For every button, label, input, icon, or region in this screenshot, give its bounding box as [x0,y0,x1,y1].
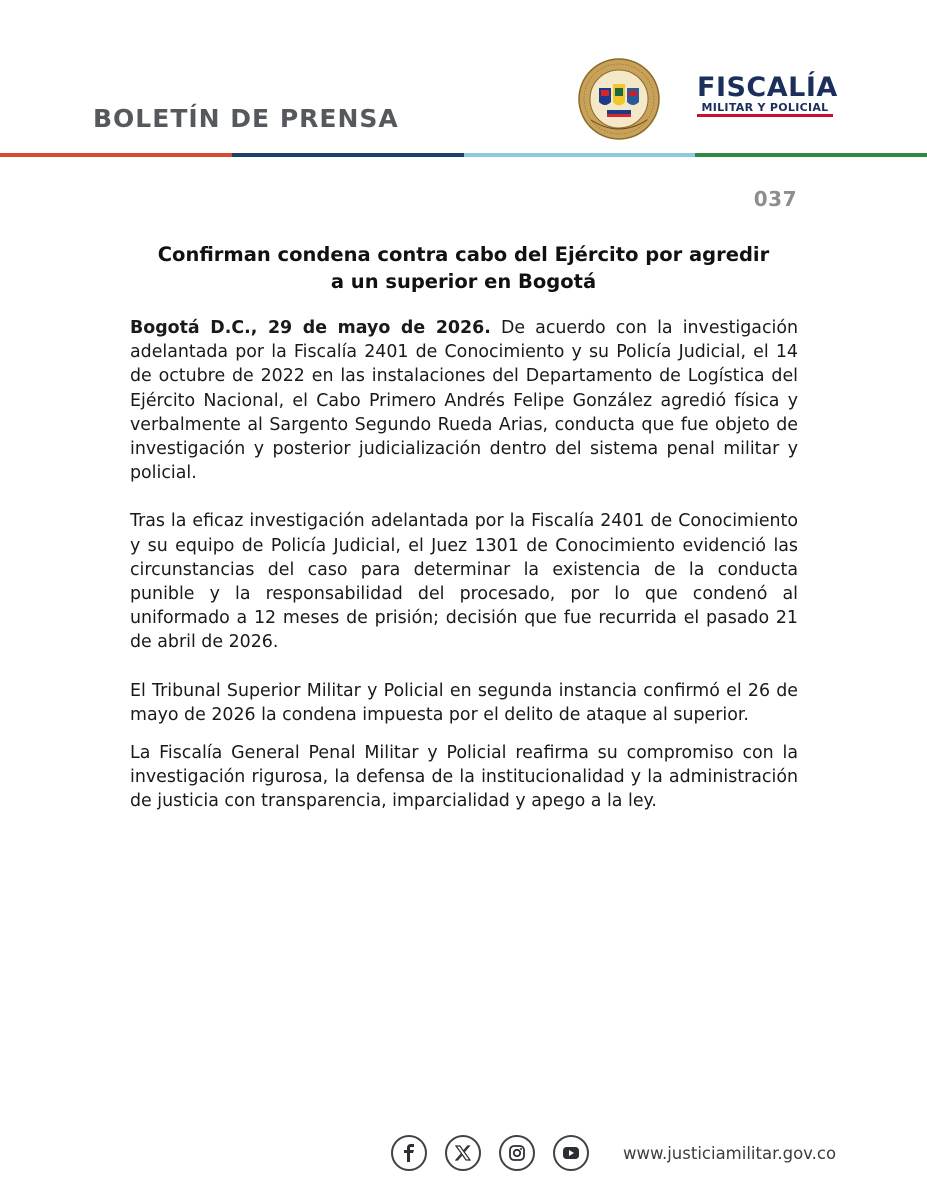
website-link[interactable]: www.justiciamilitar.gov.co [623,1143,837,1163]
bulletin-heading: BOLETÍN DE PRENSA [93,104,399,133]
headline-line-2: a un superior en Bogotá [330,270,597,293]
divider-segment-lightblue [464,153,696,157]
paragraph-3: El Tribunal Superior Militar y Policial en segunda instancia confirmó el 26 de mayo de 2026 la condena impuesta por el delito de ataque al superior. [130,680,798,725]
instagram-icon[interactable] [499,1135,535,1171]
logo-sub-text: MILITAR Y POLICIAL [697,102,833,117]
paragraph-1 [130,316,798,485]
page-footer [391,1133,836,1173]
divider-segment-red [0,153,232,157]
fiscalia-logo [697,72,838,118]
facebook-icon[interactable] [391,1135,427,1171]
press-release-body [130,316,798,838]
dateline: Bogotá D.C., 29 de mayo de 2026. [130,318,491,338]
paragraph-4: La Fiscalía General Penal Militar y Policial reafirma su compromiso con la investigación rigurosa, la defensa de la institucionalidad y la administración de justicia con transparencia, imparcialidad y apego a la ley. [130,743,798,812]
paragraph-1-text: De acuerdo con la investigación adelantada por la Fiscalía 2401 de Conocimiento y su Policía Judicial, el 14 de octubre de 2022 en las instalaciones del Departamento de Logística del Ejército Nacional, el Cabo Primero Andrés Felipe González agredió física y verbalmente al Sargento Segundo Rueda Arias, conducta que fue objeto de investigación y posterior judicialización dentro del sistema penal militar y policial. [130,318,799,484]
logo-main-text: FISCALÍA [697,72,838,103]
bulletin-number: 037 [753,187,797,211]
paragraph-2: Tras la eficaz investigación adelantada por la Fiscalía 2401 de Conocimiento y su equipo de Policía Judicial, el Juez 1301 de Conocimiento evidenció las circunstancias del caso para determinar la existencia de la conducta punible y la responsabilidad del procesado, por lo que condenó al uniformado a 12 meses de prisión; decisión que fue recurrida el pasado 21 de abril de 2026. [130,511,798,653]
justicia-penal-seal-icon [577,58,661,140]
color-divider [0,153,927,157]
youtube-icon[interactable] [553,1135,589,1171]
divider-segment-green [695,153,927,157]
headline [100,241,827,295]
divider-segment-navy [232,153,464,157]
headline-line-1: Confirman condena contra cabo del Ejército por agredir [157,243,770,266]
x-icon[interactable] [445,1135,481,1171]
